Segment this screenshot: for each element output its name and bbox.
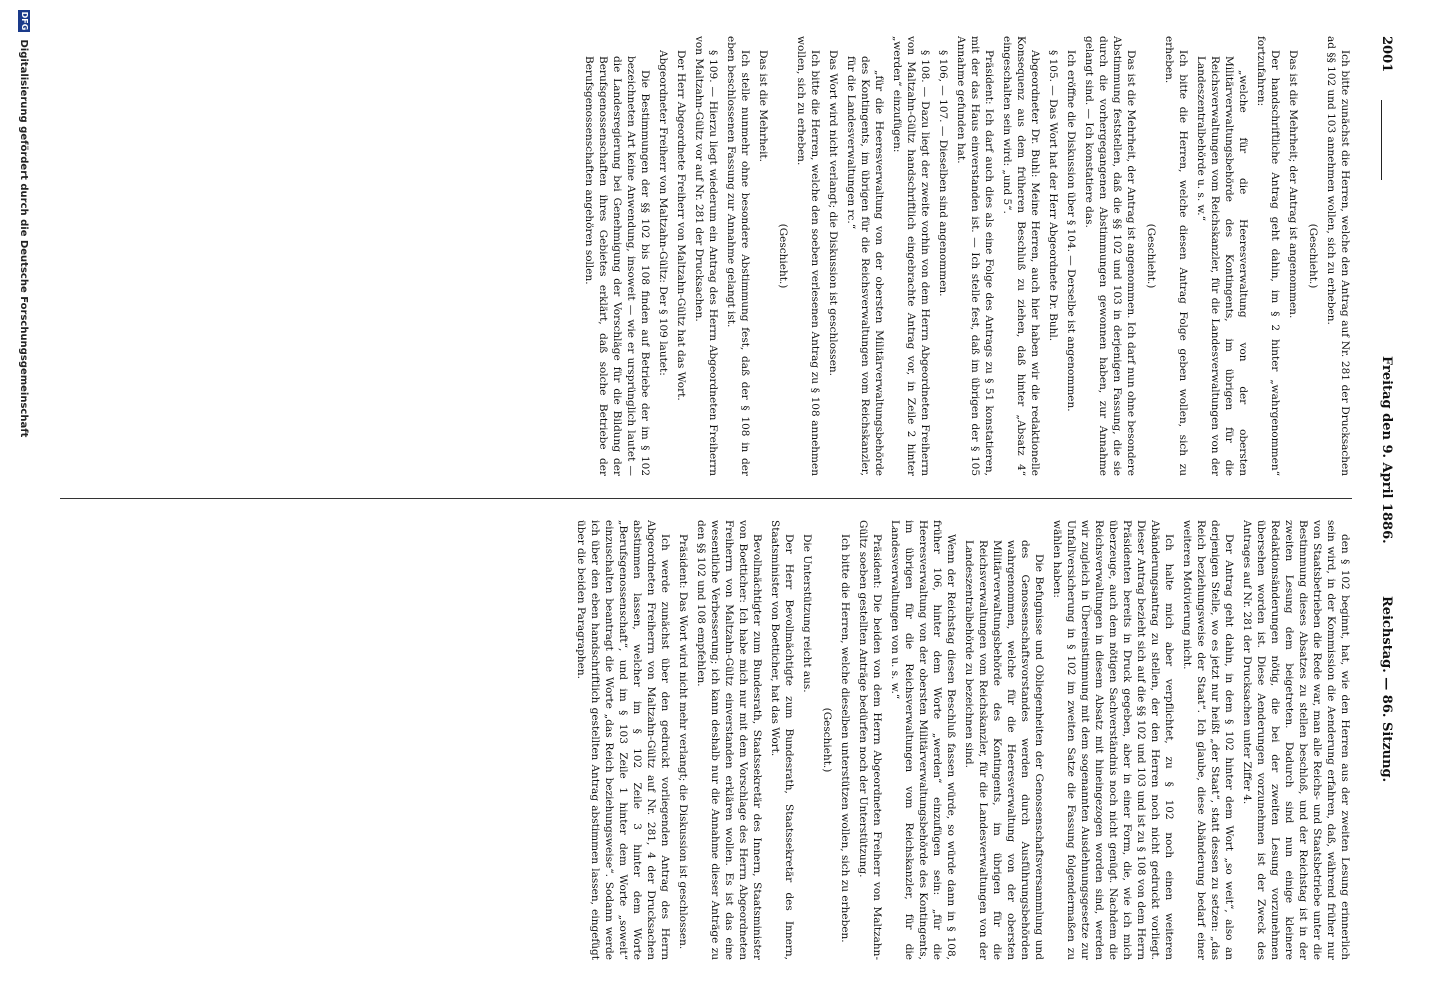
quoted-text: „für die Heeresverwaltung von der obersten Militärverwaltungsbehörde des Kontingents, im übrigen für die Reichsverwaltungen vom Reichskanzler, für die Landesverwaltungen rc.“ xyxy=(845,56,885,476)
session-date: Freitag den 9. April 1886. xyxy=(1379,356,1394,544)
paragraph: Ich halte mich aber verpflichtet, zu § 102 noch einen weiteren Abänderungsantrag zu stellen, der den Herren noch nicht gedruckt vorliegt. Dieser Antrag bezieht sich auf die §§ 102 und 103 und ist zu § 108 von dem Herrn Präsidenten bereits in Druck gegeben, aber in einer Form, die, wie ich mich überzeuge, auch dem nötigen Sachverständnis noch nicht genügt. Nachdem die Reichsverwaltungen in diesem Absatz mit hineingezogen worden sind, werden wir zugleich in Übereinstimmung mit dem sogenannten Ausdehnungsgesetze zur Unfallversicherung in § 102 im zweiten Satze die Fassung folgendermaßen zu wählen haben: xyxy=(1051,520,1175,960)
paragraph: Ich stelle nunmehr ohne besondere Abstimmung fest, daß der § 108 in der eben beschlossenen Fassung zur Annahme gelangt ist. xyxy=(725,36,751,476)
paragraph: Ich bitte zunächst die Herren, welche den Antrag auf Nr. 281 der Drucksachen ad §§ 102 und 103 annehmen wollen, sich zu erheben. xyxy=(1325,36,1351,476)
paragraph: § 108. — Dazu liegt der zweite vorhin von dem Herrn Abgeordneten Freiherrn von Maltzahn-Gültz handschriftlich eingebrachte Antrag vor, in Zeile 2 hinter „werden“ einzufügen: xyxy=(891,36,931,476)
paragraph: Das ist die Mehrheit. xyxy=(757,50,769,162)
stage-direction: (Geschieht.) xyxy=(1307,223,1319,289)
paragraph: Das ist die Mehrheit, der Antrag ist angenommen. Ich darf nun ohne besondere Abstimmung feststellen, daß die §§ 102 und 103 in derjenigen Fassung, die sie durch die vorhergegangenen Abstimmungen gewonnen haben, zur Annahme gelangt sind. — Ich konstatiere das. xyxy=(1083,36,1137,476)
stage-direction: (Geschieht.) xyxy=(1145,223,1157,289)
paragraph: Präsident: Das Wort wird nicht mehr verlangt; die Diskussion ist geschlossen. xyxy=(677,534,689,950)
paragraph: § 109. — Hierzu liegt wiederum ein Antrag des Herrn Abgeordneten Freiherrn von Maltzahn-Gültz vor auf Nr. 281 der Drucksachen. xyxy=(693,36,719,476)
page-footer xyxy=(10,10,30,990)
quoted-text: „welche für die Heeresverwaltung von der obersten Militärverwaltungsbehörde des Kontingents, im übrigen für die Reichsverwaltungen vom Reichskanzler, für die Landesverwaltungen von der Landeszentralbehörde u. s. w.“ xyxy=(1195,56,1249,476)
session-title: Reichstag. — 86. Sitzung. xyxy=(1379,596,1394,783)
paragraph: Ich bitte die Herren, welche dieselben unterstützen wollen, sich zu erheben. xyxy=(839,534,851,943)
stage-direction: (Geschieht.) xyxy=(821,707,833,773)
paragraph: den § 102 beginnt, hat, wie den Herren aus der zweiten Lesung erinnerlich sein wird, in der Kommission die Aenderung erfahren, daß, während früher nur von Staatsbetrieben die Rede war, man alle Reichs- und Staatsbetriebe unter die Bestimmung dieses Absatzes zu stellen beschloß, und der Reichstag ist in der zweiten Lesung dem beigetreten. Dadurch sind nun einige kleinere Redaktionsänderungen nötig, die bei der zweiten Lesung vorzunehmen übersehen worden ist. Diese Aenderungen vorzunehmen ist der Zweck des Antrages auf Nr. 281 der Drucksachen unter Ziffer 4. xyxy=(1241,520,1351,960)
paragraph: Ich werde zunächst über den gedruckt vorliegenden Antrag des Herrn Abgeordneten Freiherrn von Maltzahn-Gültz auf Nr. 281, 4 der Drucksachen abstimmen lassen, welcher im § 102 Zeile 3 hinter dem Worte „Berufsgenossenschaft“, und im § 103 Zeile 1 hinter dem Worte „soweit“ einzuschalten beantragt die Worte „das Reich beziehungsweise“. Sodann werde ich über den eben handschriftlich gestellten Antrag abstimmen lassen, eingefügt über die beiden Paragraphen. xyxy=(575,520,671,960)
paragraph: Ich eröffne die Diskussion über § 104. — Derselbe ist angenommen. xyxy=(1065,50,1077,412)
paragraph: Das ist die Mehrheit; der Antrag ist angenommen. xyxy=(1287,50,1299,319)
paragraph: Ich bitte die Herren, welche diesen Antrag Folge geben wollen, sich zu erheben. xyxy=(1163,36,1189,476)
quoted-text: Die Befugnisse und Obliegenheiten der Genossenschaftsversammlung und des Genossenschaftsvorstandes werden durch Ausführungsbehörden wahrgenommen, welche für die Heeresverwaltung von der obersten Militärverwaltungsbehörde des Kontingents, im übrigen für die Reichsverwaltungen vom Reichskanzler, für die Landesverwaltungen von der Landeszentralbehörde zu bezeichnen sind. xyxy=(963,540,1045,960)
paragraph: Präsident: Ich darf auch dies als eine Folge des Antrags zu § 51 konstatieren, mit der das Haus einverstanden ist. — Ich stelle fest, daß im übrigen der § 105 Annahme gefunden hat. xyxy=(955,36,995,476)
paragraph: § 105. — Das Wort hat der Herr Abgeordnete Dr. Buhl. xyxy=(1047,50,1059,342)
paragraph: Die Unterstützung reicht aus. xyxy=(801,534,813,693)
page-header xyxy=(1368,36,1394,964)
column-divider xyxy=(60,498,1352,499)
paragraph: Der handschriftliche Antrag geht dahin, im § 2 hinter „wahrgenommen“ fortzufahren: xyxy=(1255,36,1281,476)
paragraph: Der Herr Abgeordnete Freiherr von Maltzahn-Gültz hat das Wort. xyxy=(675,50,687,401)
footer-credit: Digitalisierung gefördert durch die Deutsche Forschungsgemeinschaft xyxy=(18,39,29,438)
paragraph: Der Herr Bevollmächtigte zum Bundesrath, Staatssekretär des Innern, Staatsminister von Boetticher, hat das Wort. xyxy=(769,520,795,960)
paragraph: Bevollmächtigter zum Bundesrath, Staatssekretär des Innern, Staatsminister von Boetticher: Ich habe mich nur mit dem Vorschlage des Herrn Abgeordneten Freiherrn von Maltzahn-Gültz einverstanden erklären wollen. Es ist das eine wesentliche Verbesserung; ich kann deshalb nur die Annahme dieser Anträge zu den §§ 102 und 108 empfehlen. xyxy=(695,520,763,960)
page-number: 2001 xyxy=(1379,36,1394,73)
paragraph: Das Wort wird nicht verlangt; die Diskussion ist geschlossen. xyxy=(827,50,839,377)
paragraph: Abgeordneter Freiherr von Maltzahn-Gültz: Der § 109 lautet: xyxy=(657,50,669,376)
quoted-text: Die Bestimmungen der §§ 102 bis 108 finden auf Betriebe der im § 102 bezeichneten Art keine Anwendung, insoweit — wie er ursprünglich lautet — die Landesregierung bei Genehmigung der Vorschläge für die Bildung der Berufsgenossenschaften ihres Gebietes erklärt, daß solche Betriebe der Berufsgenossenschaften angehören sollen. xyxy=(583,56,651,476)
paragraph: § 106, — 107. — Dieselben sind angenommen. xyxy=(937,50,949,297)
stage-direction: (Geschieht.) xyxy=(777,223,789,289)
paragraph: Der Antrag geht dahin, in dem § 102 hinter dem Wort „so weit“, also an derjenigen Stelle, wo es jetzt nur heißt „der Staat“, statt dessen zu setzen: „das Reich beziehungsweise der Staat“. Ich glaube, diese Abänderung bedarf einer weiteren Motivierung nicht. xyxy=(1181,520,1235,960)
paragraph: Präsident: Die beiden von dem Herrn Abgeordneten Freiherr von Maltzahn-Gültz soeben gestellten Anträge bedürfen noch der Unterstützung. xyxy=(857,520,883,960)
dfg-logo: DFG xyxy=(20,11,29,31)
right-column xyxy=(70,520,1352,960)
paragraph: Wenn der Reichstag diesen Beschluß fassen würde, so würde dann in § 108, früher 106, hinter dem Worte „werden“ einzufügen sein: „für die Heeresverwaltung von der obersten Militärverwaltungsbehörde des Kontingents, im übrigen für die Reichsverwaltungen vom Reichskanzler, für die Landesverwaltungen von u. s. w.“ xyxy=(889,520,957,960)
left-column xyxy=(70,36,1352,476)
paragraph: Abgeordneter Dr. Buhl: Meine Herren, auch hier haben wir die redaktionelle Konsequenz aus dem früheren Beschluß zu ziehen, daß hinter „Absatz 4“ eingeschalten sein wird: „und 5“. xyxy=(1001,36,1041,476)
header-rule xyxy=(1381,100,1382,180)
paragraph: Ich bitte die Herren, welche den soeben verlesenen Antrag zu § 108 annehmen wollen, sich zu erheben. xyxy=(795,36,821,476)
